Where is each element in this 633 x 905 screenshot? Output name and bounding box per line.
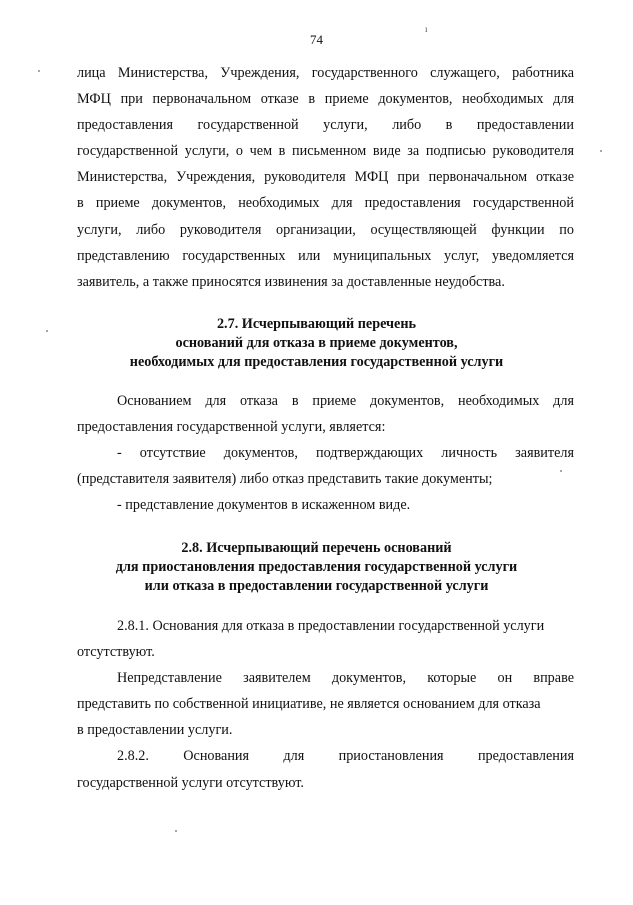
text-line: - представление документов в искаженном виде.	[117, 497, 411, 514]
heading-line: необходимых для предоставления государственной услуги	[129, 354, 504, 370]
heading-line: 2.8. Исчерпывающий перечень оснований	[181, 540, 452, 556]
page-number: 74	[310, 32, 323, 47]
text-line: государственной услуги отсутствуют.	[77, 774, 304, 791]
text-line: Основанием для отказа в приеме документов, необходимых для	[117, 393, 574, 409]
text-line: Министерства, Учреждения, руководителя МФЦ при первоначальном отказе	[77, 169, 574, 186]
text-line: в предоставлении услуги.	[77, 722, 233, 739]
scan-speck	[560, 470, 562, 472]
text-line: предоставления государственной услуги, является:	[77, 419, 386, 436]
section-2-7-heading	[0, 315, 633, 372]
scan-speck	[175, 830, 177, 832]
heading-line: оснований для отказа в приеме документов,	[175, 335, 458, 351]
text-line: 2.8.1. Основания для отказа в предоставлении государственной услуги	[117, 618, 545, 634]
heading-line: 2.7. Исчерпывающий перечень	[216, 316, 417, 332]
text-line: 2.8.2. Основания для приостановления предоставления	[117, 748, 574, 765]
scan-mark: ı	[425, 24, 428, 34]
text-line: Непредставление заявителем документов, которые он вправе	[117, 670, 574, 687]
text-line: лица Министерства, Учреждения, государственного служащего, работника	[77, 65, 574, 81]
text-line: - отсутствие документов, подтверждающих личность заявителя	[117, 445, 574, 462]
scan-speck	[600, 150, 602, 152]
text-line: государственной услуги, о чем в письменном виде за подписью руководителя	[77, 143, 574, 160]
text-line: заявитель, а также приносятся извинения за доставленные неудобства.	[77, 273, 505, 290]
text-line: МФЦ при первоначальном отказе в приеме документов, необходимых для	[77, 91, 574, 108]
scan-speck	[38, 70, 40, 72]
text-line: отсутствуют.	[77, 644, 155, 661]
text-line: (представителя заявителя) либо отказ представить такие документы;	[77, 471, 493, 488]
text-line: предоставления государственной услуги, либо в предоставлении	[77, 117, 574, 134]
heading-line: или отказа в предоставлении государственной услуги	[144, 578, 489, 594]
intro-paragraph	[77, 60, 574, 295]
section-2-8-body	[77, 613, 574, 796]
text-line: представлению государственных или муниципальных услуг, уведомляется	[77, 247, 574, 264]
heading-line: для приостановления предоставления государственной услуги	[115, 559, 518, 575]
text-line: в приеме документов, необходимых для предоставления государственной	[77, 195, 574, 212]
text-line: услуги, либо руководителя организации, осуществляющей функции по	[77, 221, 574, 238]
section-2-7-body	[77, 388, 574, 518]
text-line: представить по собственной инициативе, не является основанием для отказа	[77, 696, 541, 713]
scan-speck	[46, 330, 48, 332]
section-2-8-heading	[0, 539, 633, 596]
